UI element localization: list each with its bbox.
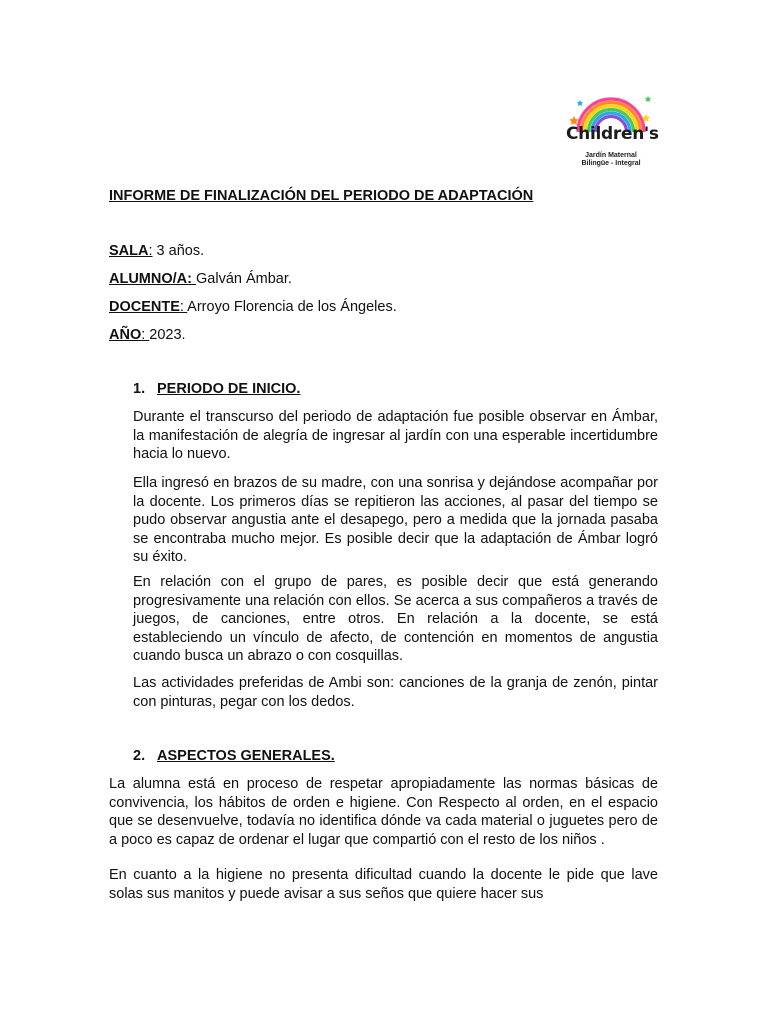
field-alumno bbox=[109, 271, 292, 287]
section-2-number: 2. bbox=[133, 748, 146, 764]
field-alumno-label: ALUMNO/A: bbox=[109, 271, 192, 287]
field-sala bbox=[109, 243, 204, 259]
section-1-heading bbox=[133, 381, 300, 397]
field-docente-separator: : bbox=[179, 299, 188, 315]
logo-subtitle-2: Bilingüe - Integral bbox=[581, 160, 641, 167]
document-title: INFORME DE FINALIZACIÓN DEL PERIODO DE ADAPTACIÓN bbox=[109, 188, 534, 204]
field-sala-value: 3 años. bbox=[152, 243, 205, 259]
section-1-paragraph: Durante el transcurso del periodo de adaptación fue posible observar en Ámbar, la manifestación de alegría de ingresar al jardín con una esperable incertidumbre hacia lo nuevo. bbox=[133, 409, 658, 463]
section-2-paragraph: La alumna está en proceso de respetar apropiadamente las normas básicas de convivencia, los hábitos de orden e higiene. Con Respecto al orden, en el espacio que se desenvuelve, todavía no identifica dónde va cada material o juguetes pero de a poco es capaz de ordenar el lugar que compartió con el resto de los niños . bbox=[109, 776, 658, 848]
section-2-paragraph: En cuanto a la higiene no presenta dificultad cuando la docente le pide que lave solas sus manitos y puede avisar a sus seños que quiere hacer sus bbox=[109, 867, 658, 902]
field-docente-value: Arroyo Florencia de los Ángeles. bbox=[187, 299, 397, 315]
section-1-title: PERIODO DE INICIO. bbox=[157, 381, 301, 397]
field-anio-separator: : bbox=[141, 327, 150, 343]
school-logo bbox=[566, 88, 659, 174]
field-anio-label: AÑO bbox=[109, 327, 142, 343]
section-1-paragraph: En relación con el grupo de pares, es posible decir que está generando progresivamente una relación con ellos. Se acerca a sus compañeros a través de juegos, de canciones, entre otros. En relación a la docente, se está estableciendo un vínculo de afecto, de contención en momentos de angustia cuando busca un abrazo o con cosquillas. bbox=[133, 574, 658, 665]
section-1-number: 1. bbox=[133, 381, 146, 397]
section-2-heading bbox=[133, 748, 335, 764]
logo-name: Children's bbox=[566, 124, 659, 144]
logo-subtitle-1: Jardín Maternal bbox=[585, 152, 637, 159]
section-1-paragraph: Las actividades preferidas de Ambi son: canciones de la granja de zenón, pintar con pinturas, pegar con los dedos. bbox=[133, 675, 658, 710]
field-sala-separator: : bbox=[148, 243, 153, 259]
section-1-paragraph: Ella ingresó en brazos de su madre, con una sonrisa y dejándose acompañar por la docente. Los primeros días se repitieron las acciones, al pasar del tiempo se pudo observar angustia ante el desapego, pero a medida que la jornada pasaba se encontraba mucho mejor. Es posible decir que la adaptación de Ámbar logró su éxito. bbox=[133, 475, 658, 566]
field-alumno-value: Galván Ámbar. bbox=[196, 271, 292, 287]
field-anio bbox=[109, 327, 186, 343]
field-anio-value: 2023. bbox=[149, 327, 186, 343]
field-docente-label: DOCENTE bbox=[109, 299, 180, 315]
field-docente bbox=[109, 299, 397, 315]
field-sala-label: SALA bbox=[109, 243, 149, 259]
section-2-title: ASPECTOS GENERALES. bbox=[157, 748, 335, 764]
